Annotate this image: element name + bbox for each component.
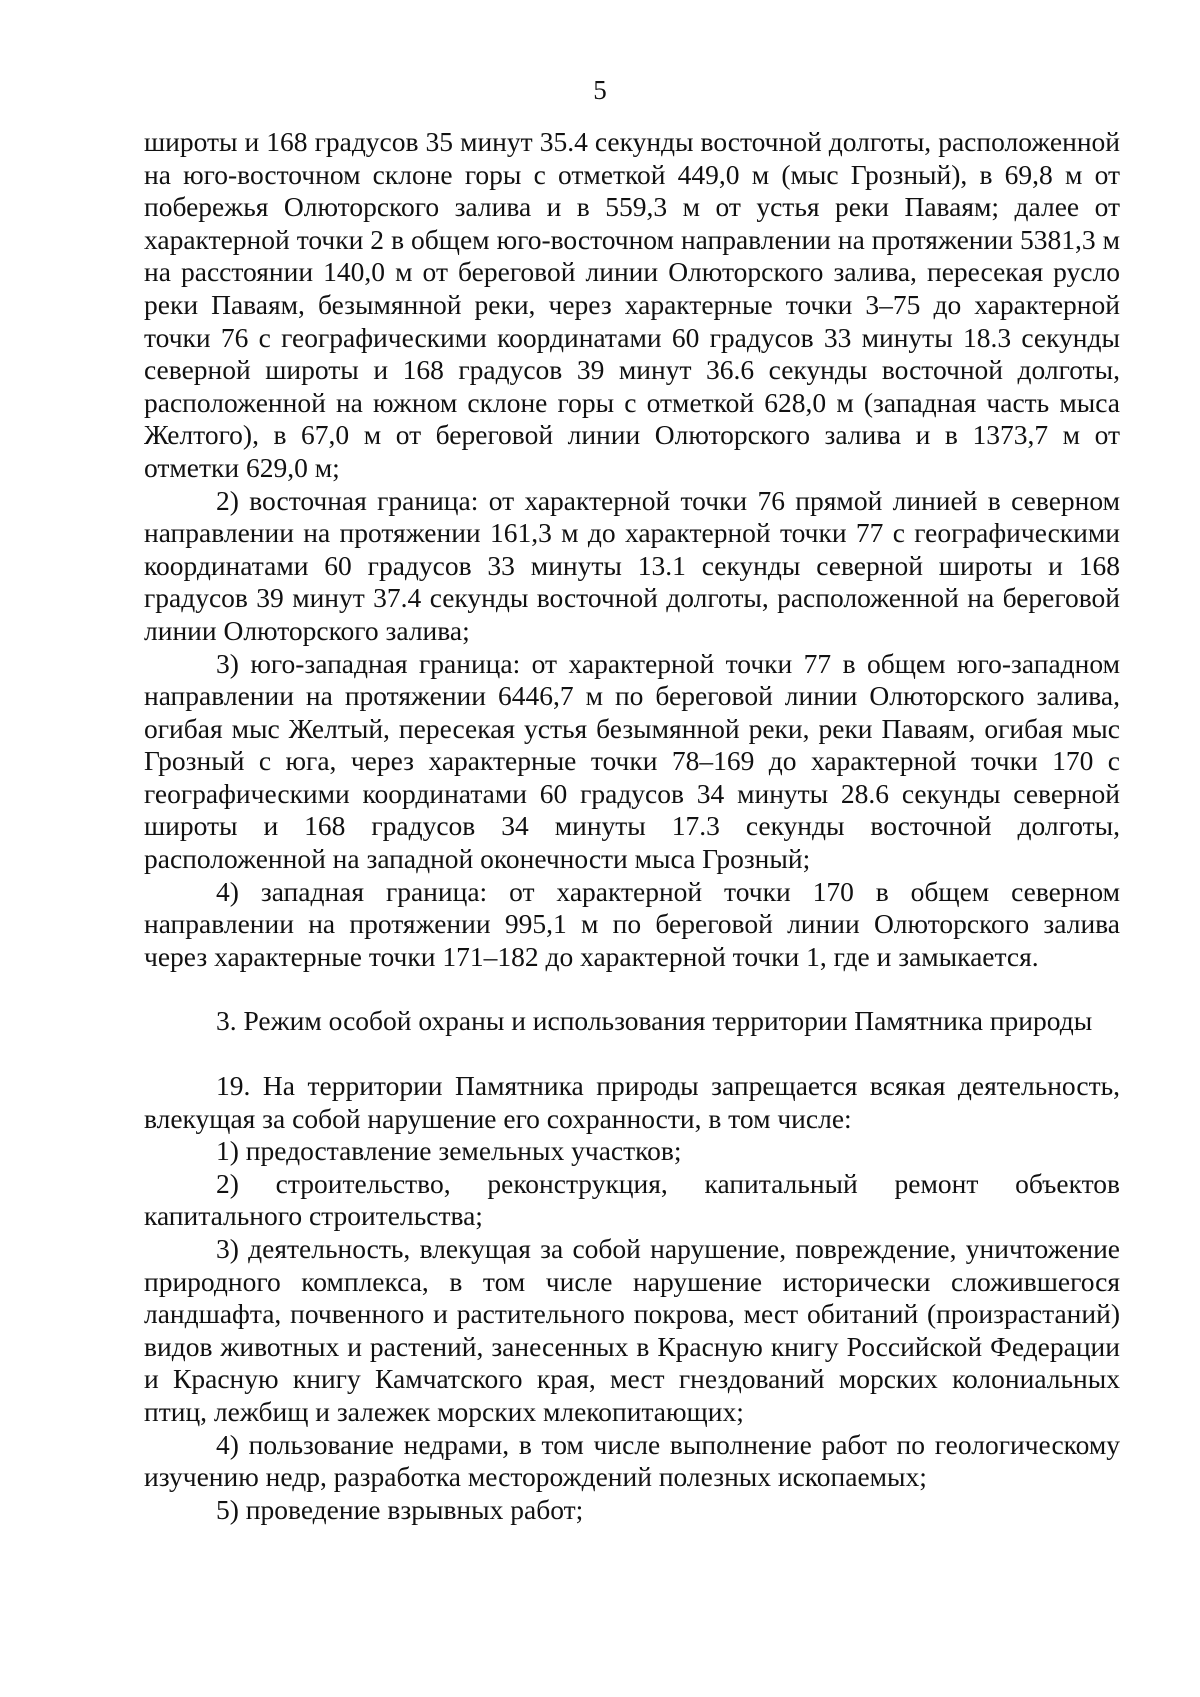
clause-19-intro: 19. На территории Памятника природы запрещается всякая деятельность, влекущая за собой нарушение его сохранности, в том числе: [144, 1070, 1120, 1134]
boundary-description-continued: широты и 168 градусов 35 минут 35.4 секунды восточной долготы, расположенной на юго-восточном склоне горы с отметкой 449,0 м (мыс Грозный), в 69,8 м от побережья Олюторского залива и в 559,3 м от устья реки Паваям; далее от характерной точки 2 в общем юго-восточном направлении на протяжении 5381,3 м на расстоянии 140,0 м от береговой линии Олюторского залива, пересекая русло реки Паваям, безымянной реки, через характерные точки 3–75 до характерной точки 76 с географическими координатами 60 градусов 33 минуты 18.3 секунды северной широты и 168 градусов 39 минут 36.6 секунды восточной долготы, расположенной на южном склоне горы с отметкой 628,0 м (западная часть мыса Желтого), в 67,0 м от береговой линии Олюторского залива и в 1373,7 м от отметки 629,0 м; [144, 126, 1120, 483]
west-boundary-item: 4) западная граница: от характерной точки 170 в общем северном направлении на протяжении 995,1 м по береговой линии Олюторского залива через характерные точки 171–182 до характерной точки 1, где и замыкается. [144, 875, 1120, 972]
page-number: 5 [593, 75, 607, 105]
prohibition-item-2: 2) строительство, реконструкция, капитальный ремонт объектов капитального строительства; [144, 1167, 1120, 1232]
section-heading: 3. Режим особой охраны и использования территории Памятника природы [216, 1005, 1093, 1037]
prohibition-item-4: 4) пользование недрами, в том числе выполнение работ по геологическому изучению недр, разработка месторождений полезных ископаемых; [144, 1428, 1120, 1493]
prohibition-item-3: 3) деятельность, влекущая за собой нарушение, повреждение, уничтожение природного комплекса, в том числе нарушение исторически сложившегося ландшафта, почвенного и растительного покрова, мест обитаний (произрастаний) видов животных и растений, занесенных в Красную книгу Российской Федерации и Красную книгу Камчатского края, мест гнездований морских колониальных птиц, лежбищ и залежек морских млекопитающих; [144, 1233, 1120, 1427]
prohibition-item-1: 1) предоставление земельных участков; [216, 1135, 682, 1167]
document-body [144, 126, 1120, 1526]
southwest-boundary-item: 3) юго-западная граница: от характерной точки 77 в общем юго-западном направлении на протяжении 6446,7 м по береговой линии Олюторского залива, огибая мыс Желтый, пересекая устья безымянной реки, реки Паваям, огибая мыс Грозный с юга, через характерные точки 78–169 до характерной точки 170 с географическими координатами 60 градусов 34 минуты 28.6 секунды северной широты и 168 градусов 34 минуты 17.3 секунды восточной долготы, расположенной на западной оконечности мыса Грозный; [144, 647, 1120, 875]
prohibition-item-5: 5) проведение взрывных работ; [216, 1493, 584, 1525]
east-boundary-item: 2) восточная граница: от характерной точки 76 прямой линией в северном направлении на протяжении 161,3 м до характерной точки 77 с географическими координатами 60 градусов 33 минуты 13.1 секунды северной широты и 168 градусов 39 минут 37.4 секунды восточной долготы, расположенной на береговой линии Олюторского залива; [144, 484, 1120, 646]
